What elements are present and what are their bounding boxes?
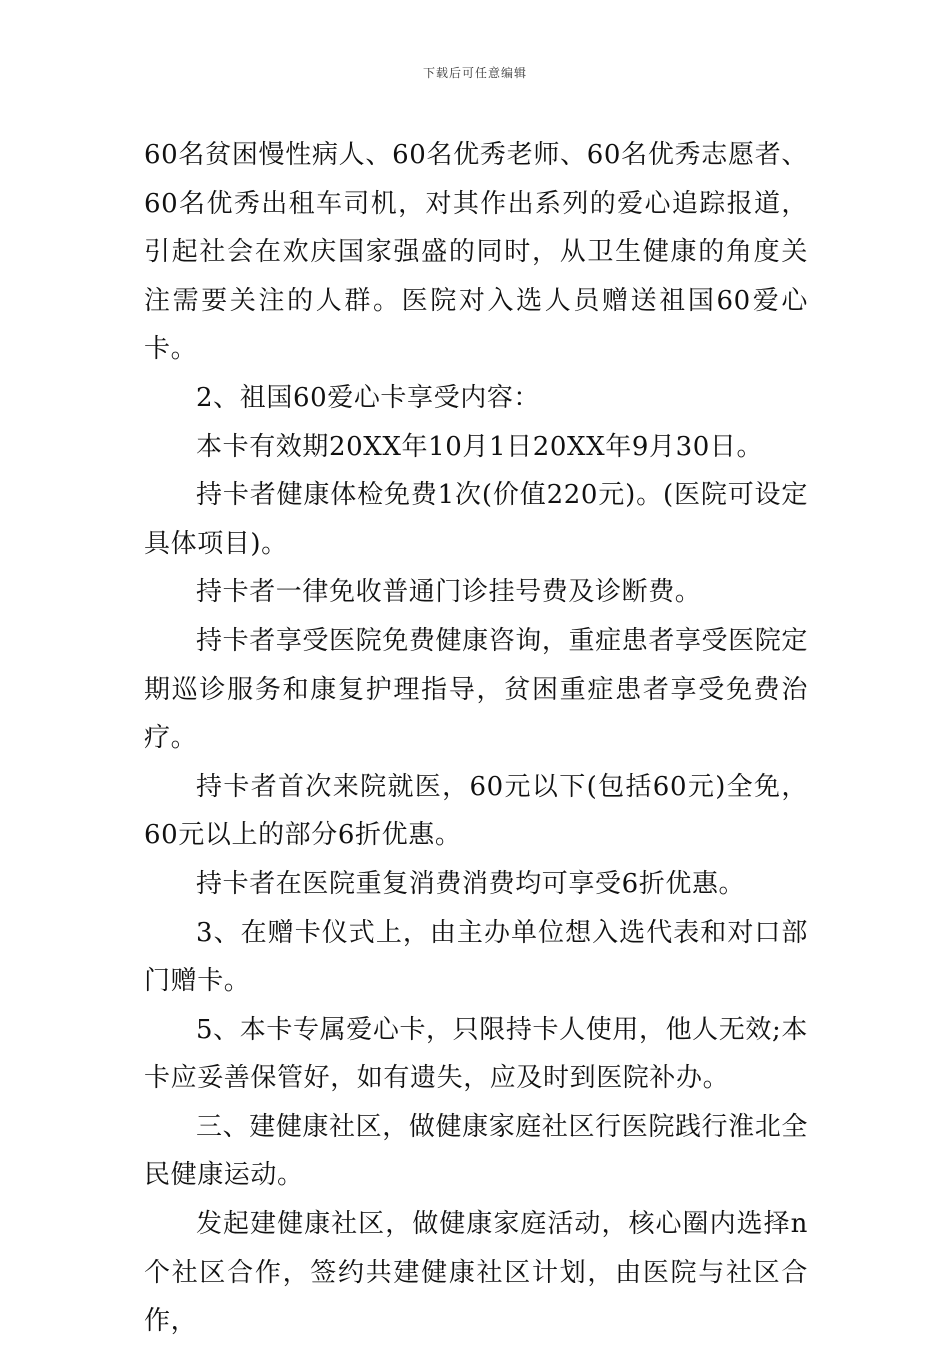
paragraph-free-consultation: 持卡者享受医院免费健康咨询，重症患者享受医院定期巡诊服务和康复护理指导，贫困重症患者享受免费治疗。 bbox=[144, 625, 808, 754]
paragraph-free-checkup: 持卡者健康体检免费1次(价值220元)。(医院可设定具体项目)。 bbox=[144, 480, 808, 559]
paragraph-community: 发起建健康社区，做健康家庭活动，核心圈内选择n个社区合作，签约共建健康社区计划，由医院与社区合作， bbox=[144, 1209, 808, 1337]
page-header-note: 下载后可任意编辑 bbox=[422, 66, 527, 80]
paragraph-validity: 本卡有效期20XX年10月1日20XX年9月30日。 bbox=[196, 431, 764, 462]
paragraph-continuation: 60名贫困慢性病人、60名优秀老师、60名优秀志愿者、60名优秀出租车司机，对其作出系列的爱心追踪报道，引起社会在欢庆国家强盛的同时，从卫生健康的角度关注需要关注的人群。医院对入选人员赠送祖国60爱心卡。 bbox=[144, 140, 808, 365]
paragraph-card-rules: 5、本卡专属爱心卡，只限持卡人使用，他人无效;本卡应妥善保管好，如有遗失，应及时到医院补办。 bbox=[144, 1014, 808, 1094]
paragraph-repeat-discount: 持卡者在医院重复消费消费均可享受6折优惠。 bbox=[196, 868, 746, 899]
paragraph-first-visit: 持卡者首次来院就医，60元以下(包括60元)全免，60元以上的部分6折优惠。 bbox=[144, 771, 808, 851]
paragraph-section-three: 三、建健康社区，做健康家庭社区行医院践行淮北全民健康运动。 bbox=[144, 1111, 808, 1191]
paragraph-card-benefits-heading: 2、祖国60爱心卡享受内容： bbox=[196, 382, 541, 413]
paragraph-card-ceremony: 3、在赠卡仪式上，由主办单位想入选代表和对口部门赠卡。 bbox=[144, 917, 808, 997]
document-body bbox=[144, 131, 808, 1346]
paragraph-free-registration: 持卡者一律免收普通门诊挂号费及诊断费。 bbox=[196, 577, 702, 608]
